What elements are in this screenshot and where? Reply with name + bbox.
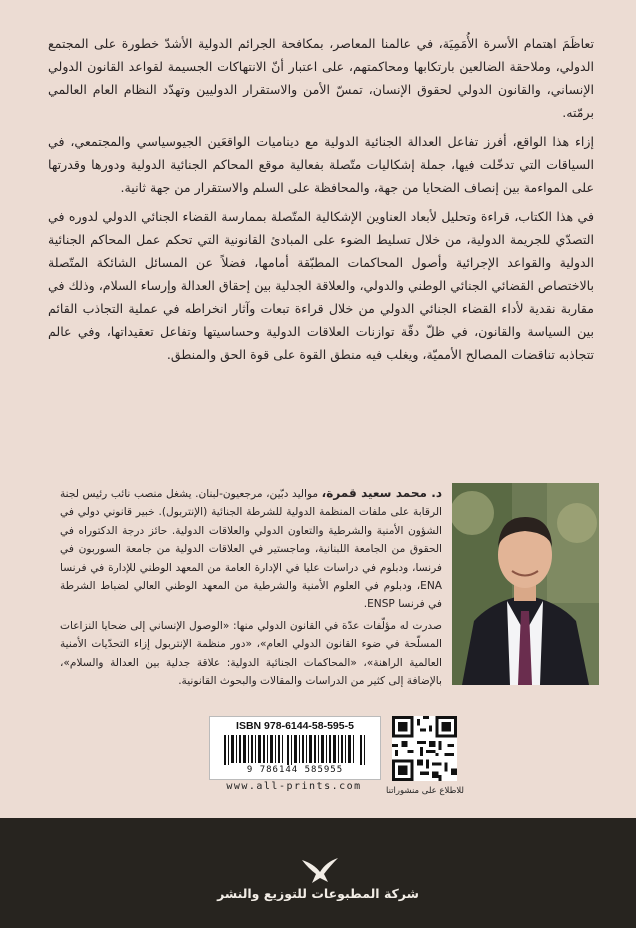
author-bio-paragraph-2: صدرت له مؤلّفات عدّة في القانون الدولي منها: «الوصول الإنساني إلى ضحايا النزاعات المسلّحة في ضوء القانون الدولي العام»، «دور منظمة الإنتربول إزاء التحدّيات الأمنية العالمية الراهنة»، «المحاكمات الجنائية الدولية: علاقة جدلية بين العدالة والسلام»، بالإضافة إلى كثير من الدراسات والمقالات والبحوث القانونية.: [60, 619, 442, 688]
author-photo: [452, 483, 599, 685]
bird-logo-icon: [300, 856, 340, 886]
author-bio: [60, 484, 442, 693]
isbn-label: ISBN 978-6144-58-595-5: [236, 720, 354, 732]
barcode-digits: 9 786144 585955: [246, 765, 344, 775]
publisher-name: شركة المطبوعات للتوزيع والنشر: [217, 886, 419, 901]
blurb-text: [48, 32, 594, 372]
qr-code: [392, 716, 457, 781]
author-bio-text-1: مواليد دبّين، مرجعيون-لبنان. يشغل منصب نائب رئيس لجنة الرقابة على ملفات المنظمة الدولية للشرطة الجنائية (الإنتربول). خبير قانوني دولي في الشؤون الأمنية والشرطية والتعاون الدولي والعلاقات الدولية. حائز درجة الدكتوراه في الحقوق من الجامعة اللبنانية، وماجستير في العلاقات الدولية من جامعة السوربون في فرنسا، ودبلوم في دراسات عليا في الإدارة العامة من المعهد الوطني للإدارة في فرنسا ENA، ودبلوم في العلوم الأمنية والشرطية من المعهد الوطني العالي لضباط الشرطة في فرنسا ENSP.: [60, 488, 442, 611]
barcode: [209, 716, 381, 780]
blurb-paragraph-2: إزاء هذا الواقع، أفرز تفاعل العدالة الجنائية الدولية مع ديناميات الواقعَين الجيوسياسي والمجتمعي، في السياقات التي تدخّلت فيها، جملة إشكاليات متّصلة بفعالية موقع المحاكم الجنائية الدولية ودورها وقدرتها على المواءمة بين إنصاف الضحايا من جهة، والمحافظة على السلم والاستقرار من جهة ثانية.: [48, 134, 594, 195]
blurb-paragraph-1: تعاظَمَ اهتمام الأسرة الأُمَمِيَة، في عالمنا المعاصر، بمكافحة الجرائم الدولية الأشدّ خطورة على المجتمع الدولي، وملاحقة الضالعين بارتكابها ومحاكمتهم، على اعتبار أنّ الانتهاكات الجسيمة لقواعد القانون الدولي الإنساني، والقانون الدولي لحقوق الإنسان، تمسّ الأمن والاستقرار الدوليين وتهدّد النظام العام العالمي برمّته.: [48, 36, 594, 120]
qr-caption: للاطلاع على منشوراتنا: [385, 786, 465, 796]
website-url: www.all-prints.com: [226, 781, 362, 792]
author-name: د. محمد سعيد قمرة،: [321, 486, 442, 500]
author-bio-paragraph-1: [60, 484, 442, 614]
blurb-paragraph-3: في هذا الكتاب، قراءة وتحليل لأبعاد العناوين الإشكالية المتّصلة بممارسة القضاء الجنائي الدولي لدوره في التصدّي للجريمة الدولية، من خلال تسليط الضوء على المبادئ القانونية التي تحكم عمل المحاكم الجنائية الدولية والقواعد الإجرائية وأصول المحاكمات المطبّقة أمامها، فضلاً عن المسائل الشائكة المتّصلة بالاختصاص القضائي الجنائي الوطني والدولي، والعلاقة الجدلية بين إحقاق العدالة وإرساء السلام، وذلك في مقاربة نقدية لأداء القضاء الجنائي الدولي من خلال قراءة تبعات وآثار انخراطه في عملية التجاذب القائم بين السياسة والقانون، في ظلّ دقّة توازنات العلاقات الدولية وحساسيتها وتفاعل تعقيداتها، وفي عالم تتجاذبه تناقضات المصالح الأمميّة، ويغلب فيه منطق القوة على قوة الحق والمنطق.: [48, 209, 594, 362]
